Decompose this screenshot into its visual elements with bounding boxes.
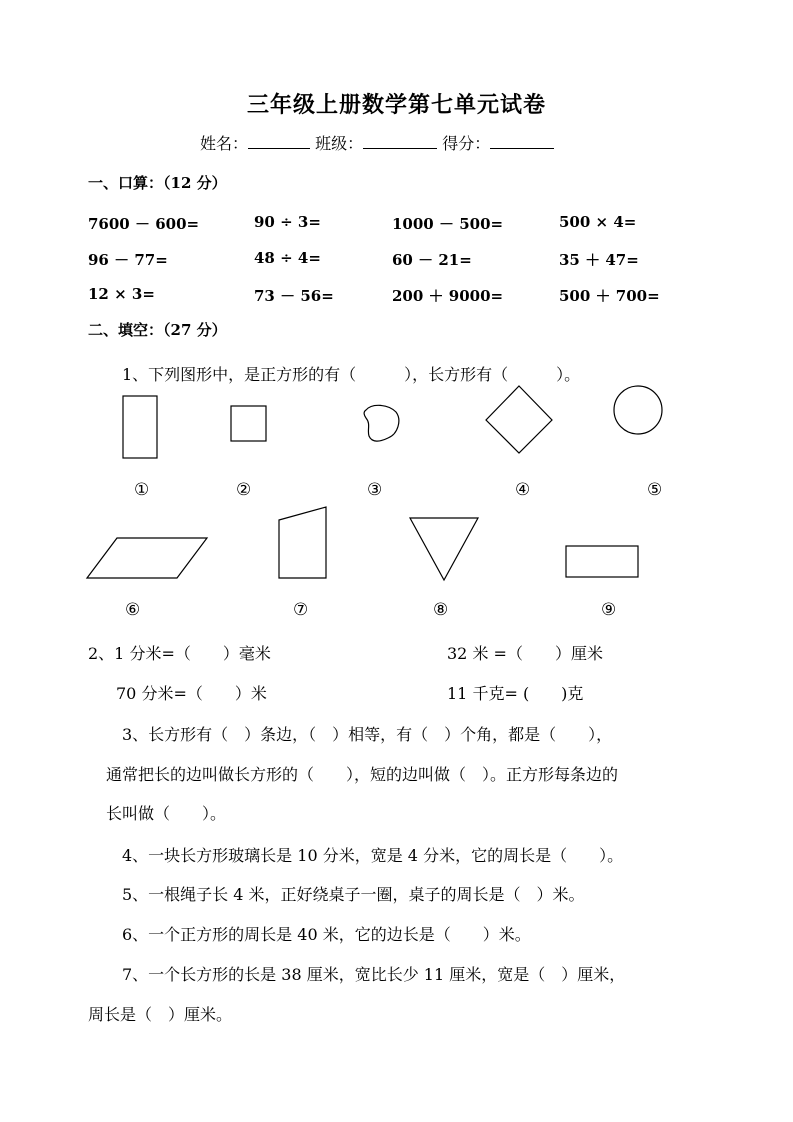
question-2c: 70 分米=（ ）米 [116,684,267,703]
calc-item: 12 × 3= [88,285,155,303]
question-2a: 2、1 分米=（ ）毫米 [88,644,271,663]
calc-item: 48 ÷ 4= [254,249,321,267]
calc-item: 7600 － 600= [88,215,200,233]
question-3-line1: 3、长方形有（ ）条边，（ ）相等，有（ ）个角，都是（ ）， [122,725,613,744]
shape-8-triangle [410,518,478,580]
question-3-line2: 通常把长的边叫做长方形的（ ），短的边叫做（ ）。正方形每条边的 [106,765,619,784]
section2-heading: 二、填空：（27 分） [88,321,227,339]
question-3-line3: 长叫做（ ）。 [106,804,227,823]
shape-6-parallelogram [87,538,207,578]
question-4: 4、一块长方形玻璃长是 10 分米，宽是 4 分米，它的周长是（ ）。 [122,846,624,865]
shape-label: ② [236,480,252,500]
calc-item: 73 － 56= [254,287,334,305]
calc-item: 90 ÷ 3= [254,213,321,231]
shape-label: ① [134,480,150,500]
question-2d: 11 千克= ( )克 [447,684,584,703]
question-6: 6、一个正方形的周长是 40 米，它的边长是（ ）米。 [122,925,531,944]
section1-heading: 一、口算：（12 分） [88,174,227,192]
shape-label: ⑧ [433,600,449,620]
question-1: 1、下列图形中，是正方形的有（ ），长方形有（ ）。 [122,365,581,384]
shape-9-wide-rectangle [566,546,638,577]
calc-item: 1000 － 500= [392,215,504,233]
calc-item: 500 ＋ 700= [559,287,660,305]
calc-item: 500 × 4= [559,213,637,231]
shape-label: ⑤ [647,480,663,500]
shape-label: ⑥ [125,600,141,620]
question-7-line2: 周长是（ ）厘米。 [88,1005,233,1024]
page-title: 三年级上册数学第七单元试卷 [246,92,546,118]
shape-3-blob [364,405,399,441]
name-label: 姓名： [200,134,249,153]
shape-label: ⑨ [601,600,617,620]
shape-label: ⑦ [293,600,309,620]
shape-5-circle [614,386,662,434]
class-label: 班级： [315,134,364,153]
shape-4-diamond-square [486,386,552,453]
calc-item: 60 － 21= [392,251,472,269]
shape-7-trapezoid [279,507,326,578]
shape-label: ③ [367,480,383,500]
question-2b: 32 米 =（ ）厘米 [447,644,603,663]
question-5: 5、一根绳子长 4 米，正好绕桌子一圈，桌子的周长是（ ）米。 [122,885,585,904]
score-label: 得分： [442,134,491,153]
calc-item: 200 ＋ 9000= [392,287,504,305]
question-7-line1: 7、一个长方形的长是 38 厘米，宽比长少 11 厘米，宽是（ ）厘米， [122,965,626,984]
shape-label: ④ [515,480,531,500]
shape-2-square [231,406,266,441]
calc-item: 35 ＋ 47= [559,251,639,269]
calc-item: 96 － 77= [88,251,168,269]
shape-1-tall-rectangle [123,396,157,458]
